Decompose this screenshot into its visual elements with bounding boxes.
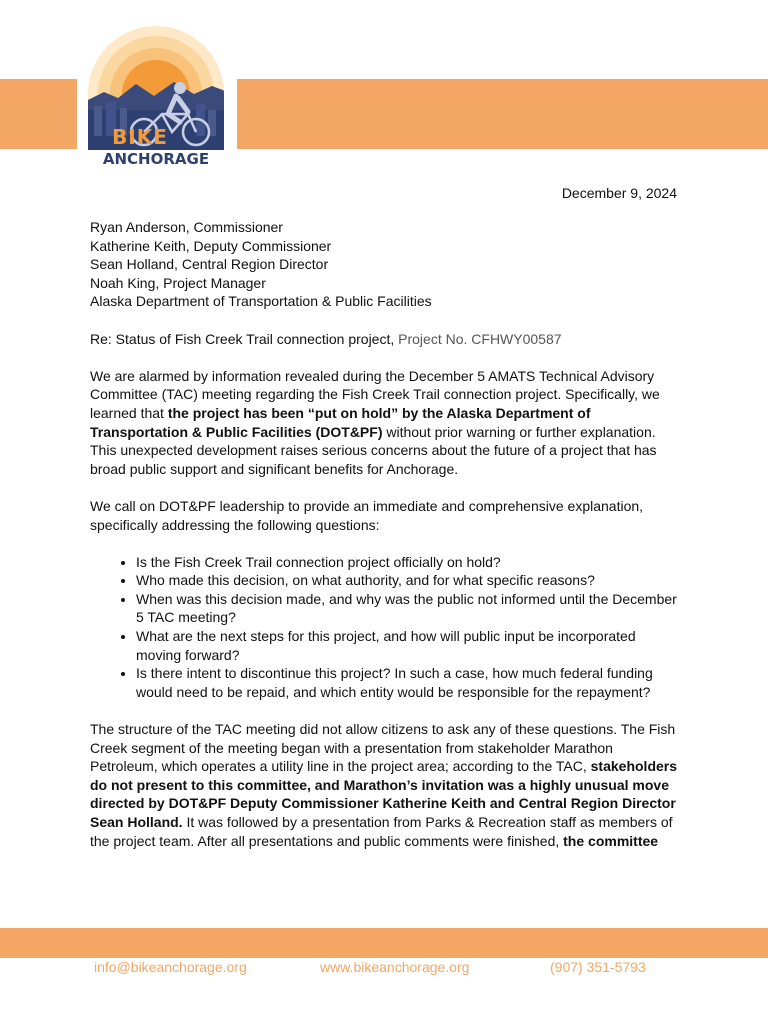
- paragraph-1: [90, 367, 680, 479]
- header-band-left: [0, 79, 77, 149]
- recipient-line: Ryan Anderson, Commissioner: [90, 219, 283, 235]
- para1-bold: the project has been “put on hold” by the Alaska Department of Transportation & Public Facilities (DOT&PF): [90, 404, 591, 440]
- project-number: Project No. CFHWY00587: [398, 330, 562, 347]
- re-text: Re: Status of Fish Creek Trail connection project,: [90, 330, 395, 347]
- recipient-block: [90, 218, 680, 311]
- para3-text-c: It was followed by a presentation from Parks & Recreation staff as members of the project team. After all presentations and public comments were finished,: [90, 814, 673, 849]
- footer-email-link[interactable]: info@bikeanchorage.org: [94, 959, 247, 975]
- re-line: [90, 330, 680, 349]
- list-item: • Is the Fish Creek Trail connection project officially on hold?: [136, 553, 680, 572]
- footer-band: [0, 928, 768, 958]
- logo-bike-text: BIKE: [112, 125, 168, 149]
- recipient-line: Sean Holland, Central Region Director: [90, 256, 329, 273]
- recipient-line: Noah King, Project Manager: [90, 274, 266, 291]
- para3-text-a: The structure of the TAC meeting did not allow citizens to ask any of these questions. The Fish Creek segment of the meeting began with a presentation from stakeholder Marathon Petroleum, which operates a utility line in the project area; according to the TAC,: [90, 721, 676, 775]
- header-band-right: [237, 79, 768, 149]
- recipient-line: Alaska Department of Transportation & Public Facilities: [90, 293, 432, 310]
- letter-body: [90, 218, 680, 869]
- list-item: • Who made this decision, on what authority, and for what specific reasons?: [136, 571, 680, 590]
- letter-date: December 9, 2024: [561, 185, 677, 201]
- footer-phone[interactable]: (907) 351-5793: [550, 959, 646, 975]
- list-item: • What are the next steps for this project, and how will public input be incorporated moving forward?: [136, 627, 680, 664]
- para1-text-c: without prior warning or further explanation. This unexpected development raises serious concerns about the future of a project that has broad public support and significant benefits for Anchorage.: [90, 423, 657, 477]
- questions-list: [90, 553, 680, 702]
- logo-anchorage-text: ANCHORAGE: [102, 150, 210, 168]
- footer-website-link[interactable]: www.bikeanchorage.org: [320, 959, 470, 975]
- para1-text-a: We are alarmed by information revealed during the December 5 AMATS Technical Advisory Committee (TAC) meeting regarding the Fish Creek Trail connection project. Specifically, we learned that: [90, 367, 660, 421]
- paragraph-2: We call on DOT&PF leadership to provide an immediate and comprehensive explanation, specifically addressing the following questions:: [90, 497, 644, 533]
- paragraph-3: [90, 720, 680, 850]
- para3-bold-d: the committee: [563, 832, 659, 849]
- list-item: • Is there intent to discontinue this project? In such a case, how much federal funding would need to be repaid, and which entity would be responsible for the repayment?: [136, 664, 680, 701]
- bike-anchorage-logo: [84, 22, 228, 172]
- list-item: • When was this decision made, and why was the public not informed until the December 5 TAC meeting?: [136, 590, 680, 627]
- recipient-line: Katherine Keith, Deputy Commissioner: [90, 237, 332, 254]
- para3-bold-b: stakeholders do not present to this committee, and Marathon’s invitation was a highly unusual move directed by DOT&PF Deputy Commissioner Katherine Keith and Central Region Director Sean Holland.: [90, 758, 678, 830]
